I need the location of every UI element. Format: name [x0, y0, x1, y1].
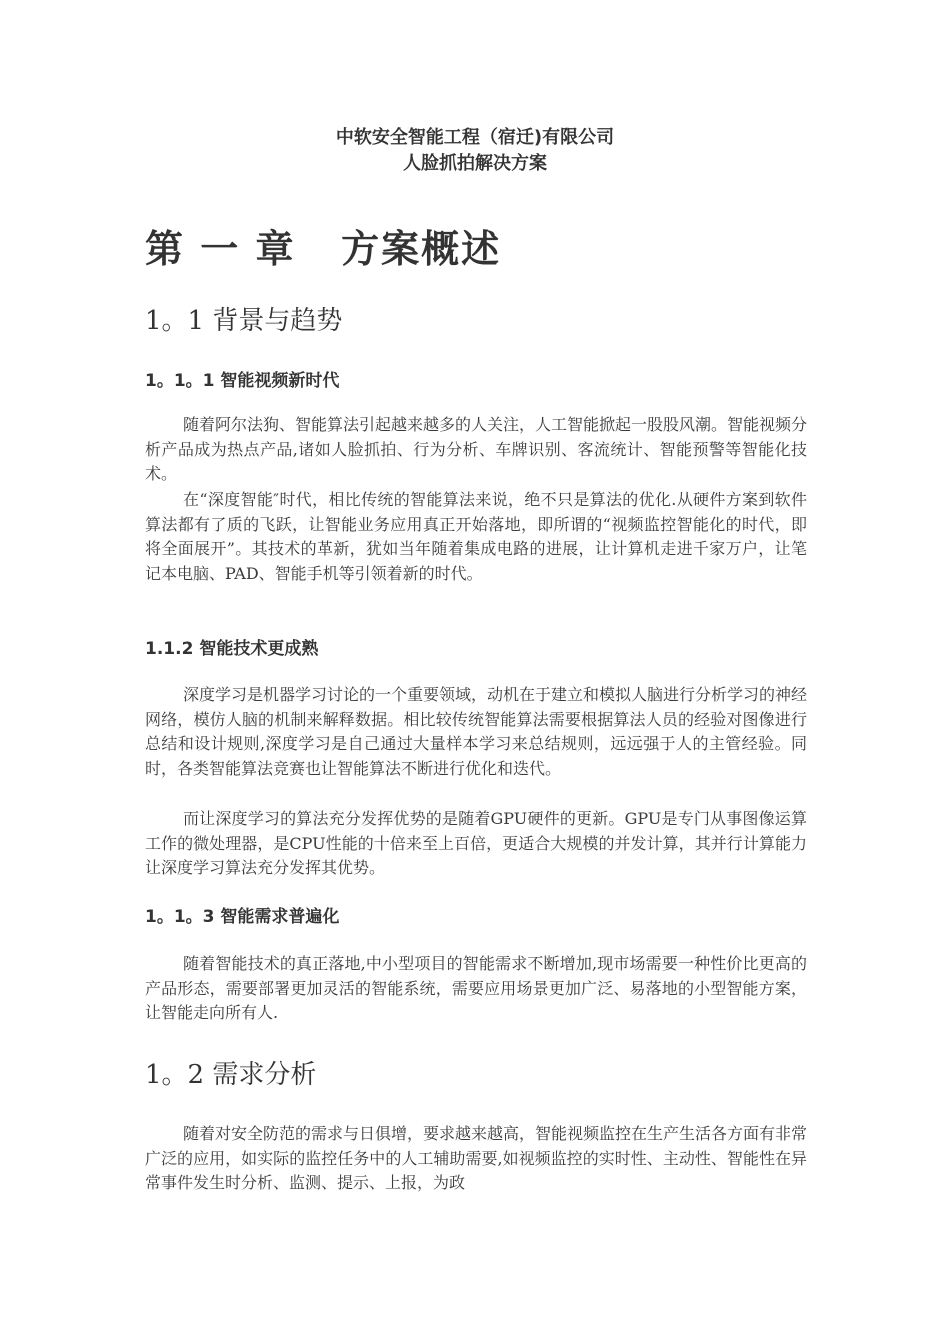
company-name: 中软安全智能工程（宿迁)有限公司 — [335, 127, 615, 148]
section-heading-1-2: 1。2 需求分析 — [145, 1060, 317, 1090]
subsection-heading-1-1-3: 1。1。3 智能需求普遍化 — [145, 907, 340, 927]
paragraph-1-1-2-b: 而让深度学习的算法充分发挥优势的是随着GPU硬件的更新。GPU是专门从事图像运算工作的微处理器，是CPU性能的十倍来至上百倍，更适合大规模的并发计算，其并行计算能力让深度学习算法充分发挥其优势。 — [145, 809, 807, 878]
paragraph-1-1-2-a: 深度学习是机器学习讨论的一个重要领域，动机在于建立和模拟人脑进行分析学习的神经网络，模仿人脑的机制来解释数据。相比较传统智能算法需要根据算法人员的经验对图像进行总结和设计规则,深度学习是自己通过大量样本学习来总结规则，远远强于人的主管经验。同时，各类智能算法竞赛也让智能算法不断进行优化和迭代。 — [145, 685, 808, 778]
paragraph-1-1-1-a: 随着阿尔法狗、智能算法引起越来越多的人关注，人工智能掀起一股股风潮。智能视频分析产品成为热点产品,诸如人脸抓拍、行为分析、车牌识别、客流统计、智能预警等智能化技术。 — [145, 415, 808, 484]
subsection-heading-1-1-1: 1。1。1 智能视频新时代 — [145, 371, 340, 391]
paragraph-1-1-3-a: 随着智能技术的真正落地,中小型项目的智能需求不断增加,现市场需要一种性价比更高的产品形态，需要部署更加灵活的智能系统，需要应用场景更加广泛、易落地的小型智能方案，让智能走向所有人. — [145, 954, 807, 1023]
subsection-heading-1-1-2: 1.1.2 智能技术更成熟 — [145, 639, 319, 659]
document-subtitle: 人脸抓拍解决方案 — [403, 153, 547, 174]
chapter-heading: 第 一 章 方案概述 — [145, 227, 502, 271]
paragraph-1-1-1-b: 在“深度智能″时代，相比传统的智能算法来说，绝不只是算法的优化.从硬件方案到软件算法都有了质的飞跃，让智能业务应用真正开始落地，即所谓的“视频监控智能化的时代，即将全面展开”。其技术的革新，犹如当年随着集成电路的进展，让计算机走进千家万户，让笔记本电脑、PAD、智能手机等引领着新的时代。 — [145, 490, 807, 583]
section-heading-1-1: 1。1 背景与趋势 — [145, 306, 343, 336]
paragraph-1-2-a: 随着对安全防范的需求与日俱增，要求越来越高，智能视频监控在生产生活各方面有非常广泛的应用，如实际的监控任务中的人工辅助需要,如视频监控的实时性、主动性、智能性在异常事件发生时分析、监测、提示、上报，为政 — [145, 1124, 808, 1193]
